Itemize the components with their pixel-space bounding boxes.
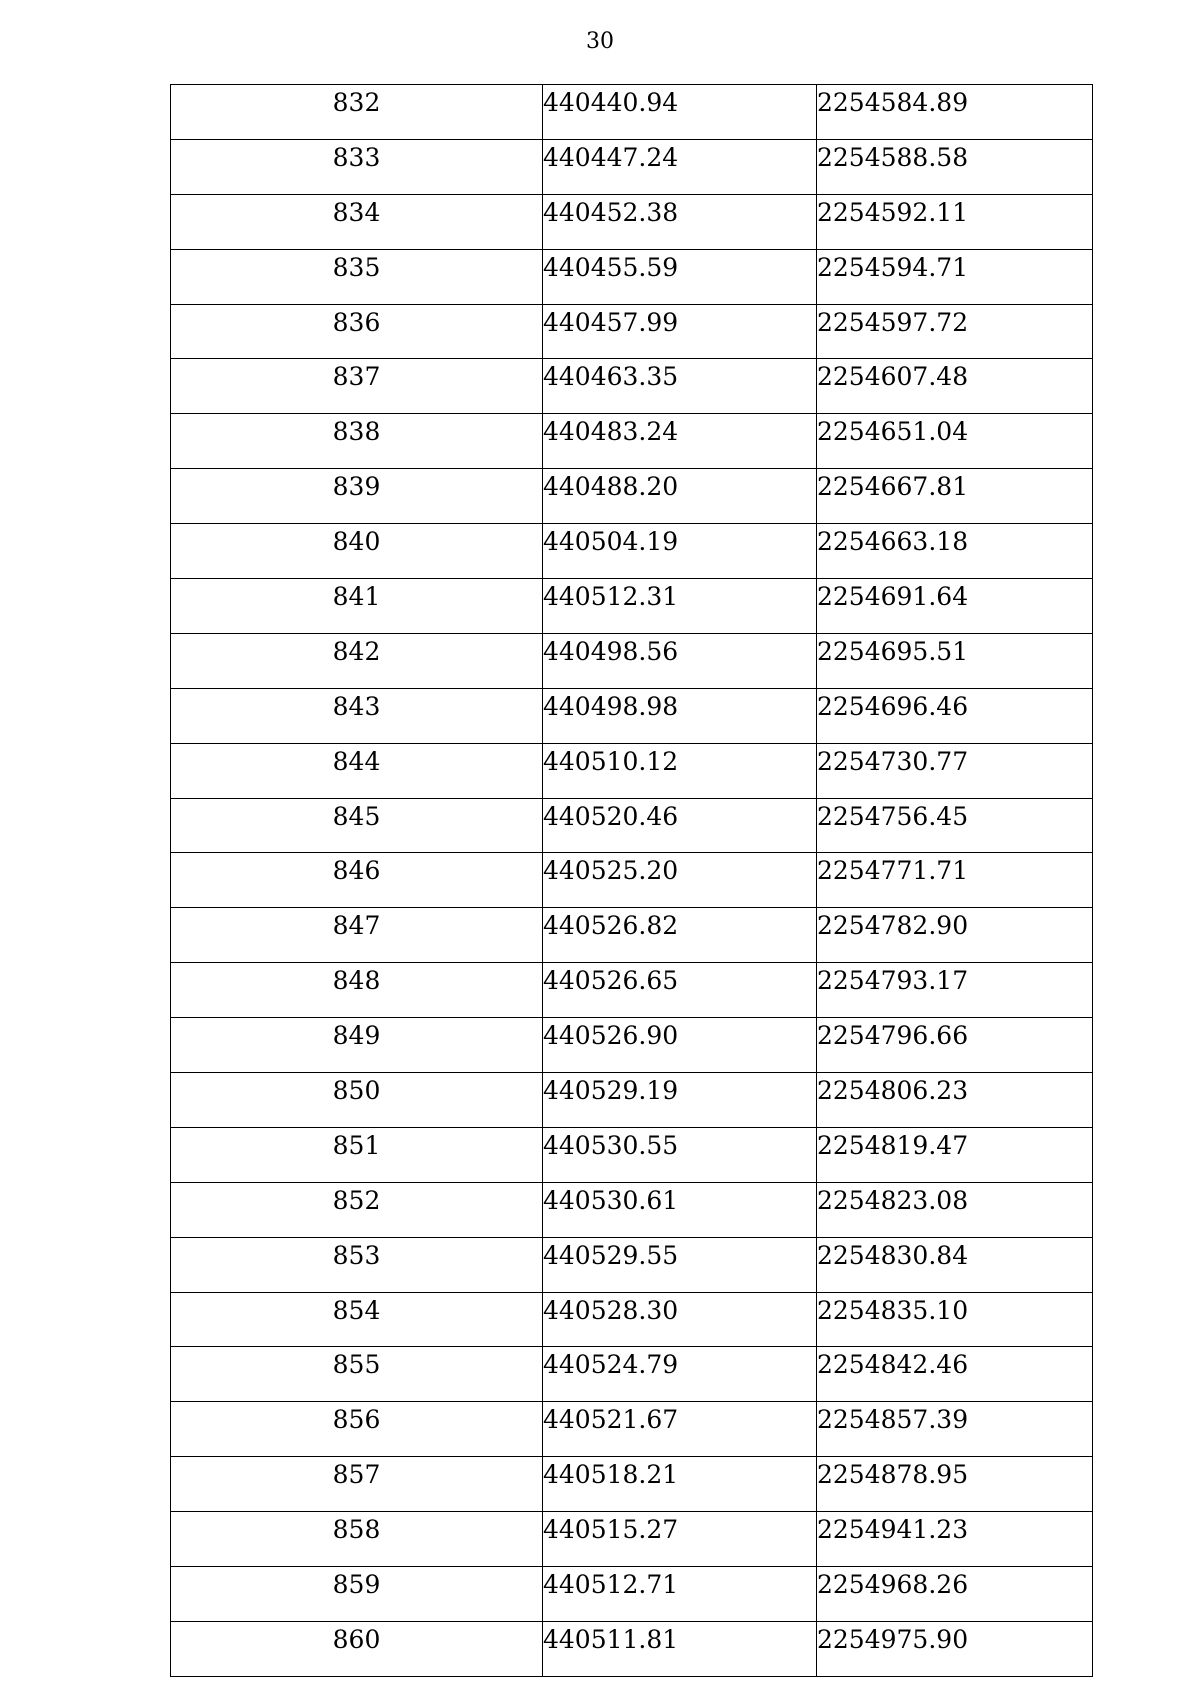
point-number-cell: 834 [171, 194, 543, 249]
table-row [171, 1292, 1093, 1347]
table-row [171, 633, 1093, 688]
point-number-cell: 846 [171, 853, 543, 908]
table-row [171, 469, 1093, 524]
x-coordinate-cell: 440518.21 [543, 1457, 817, 1512]
point-number-cell: 853 [171, 1237, 543, 1292]
x-coordinate-cell: 440440.94 [543, 85, 817, 140]
x-coordinate-cell: 440521.67 [543, 1402, 817, 1457]
y-coordinate-cell: 2254771.71 [817, 853, 1093, 908]
point-number-cell: 847 [171, 908, 543, 963]
table-row [171, 798, 1093, 853]
point-number-cell: 842 [171, 633, 543, 688]
point-number-cell: 852 [171, 1182, 543, 1237]
x-coordinate-cell: 440504.19 [543, 524, 817, 579]
y-coordinate-cell: 2254691.64 [817, 579, 1093, 634]
x-coordinate-cell: 440528.30 [543, 1292, 817, 1347]
x-coordinate-cell: 440526.65 [543, 963, 817, 1018]
point-number-cell: 833 [171, 139, 543, 194]
point-number-cell: 844 [171, 743, 543, 798]
table-row [171, 1237, 1093, 1292]
x-coordinate-cell: 440524.79 [543, 1347, 817, 1402]
table-row [171, 304, 1093, 359]
x-coordinate-cell: 440520.46 [543, 798, 817, 853]
y-coordinate-cell: 2254597.72 [817, 304, 1093, 359]
y-coordinate-cell: 2254878.95 [817, 1457, 1093, 1512]
x-coordinate-cell: 440512.31 [543, 579, 817, 634]
table-row [171, 1347, 1093, 1402]
y-coordinate-cell: 2254796.66 [817, 1018, 1093, 1073]
y-coordinate-cell: 2254835.10 [817, 1292, 1093, 1347]
y-coordinate-cell: 2254756.45 [817, 798, 1093, 853]
y-coordinate-cell: 2254842.46 [817, 1347, 1093, 1402]
coordinates-table-body [171, 85, 1093, 1677]
x-coordinate-cell: 440463.35 [543, 359, 817, 414]
point-number-cell: 841 [171, 579, 543, 634]
y-coordinate-cell: 2254968.26 [817, 1567, 1093, 1622]
point-number-cell: 855 [171, 1347, 543, 1402]
y-coordinate-cell: 2254782.90 [817, 908, 1093, 963]
point-number-cell: 832 [171, 85, 543, 140]
table-row [171, 853, 1093, 908]
point-number-cell: 850 [171, 1073, 543, 1128]
x-coordinate-cell: 440511.81 [543, 1621, 817, 1676]
x-coordinate-cell: 440526.82 [543, 908, 817, 963]
table-row [171, 85, 1093, 140]
table-row [171, 1182, 1093, 1237]
point-number-cell: 843 [171, 688, 543, 743]
x-coordinate-cell: 440529.55 [543, 1237, 817, 1292]
y-coordinate-cell: 2254830.84 [817, 1237, 1093, 1292]
y-coordinate-cell: 2254592.11 [817, 194, 1093, 249]
x-coordinate-cell: 440457.99 [543, 304, 817, 359]
x-coordinate-cell: 440483.24 [543, 414, 817, 469]
x-coordinate-cell: 440455.59 [543, 249, 817, 304]
table-row [171, 414, 1093, 469]
y-coordinate-cell: 2254730.77 [817, 743, 1093, 798]
x-coordinate-cell: 440512.71 [543, 1567, 817, 1622]
point-number-cell: 837 [171, 359, 543, 414]
table-row [171, 1512, 1093, 1567]
x-coordinate-cell: 440515.27 [543, 1512, 817, 1567]
y-coordinate-cell: 2254584.89 [817, 85, 1093, 140]
table-row [171, 524, 1093, 579]
table-row [171, 139, 1093, 194]
table-row [171, 963, 1093, 1018]
y-coordinate-cell: 2254696.46 [817, 688, 1093, 743]
y-coordinate-cell: 2254695.51 [817, 633, 1093, 688]
y-coordinate-cell: 2254594.71 [817, 249, 1093, 304]
table-row [171, 1621, 1093, 1676]
table-row [171, 1018, 1093, 1073]
point-number-cell: 838 [171, 414, 543, 469]
y-coordinate-cell: 2254588.58 [817, 139, 1093, 194]
y-coordinate-cell: 2254667.81 [817, 469, 1093, 524]
point-number-cell: 839 [171, 469, 543, 524]
x-coordinate-cell: 440525.20 [543, 853, 817, 908]
table-row [171, 194, 1093, 249]
page-number: 30 [586, 29, 614, 54]
y-coordinate-cell: 2254975.90 [817, 1621, 1093, 1676]
y-coordinate-cell: 2254823.08 [817, 1182, 1093, 1237]
x-coordinate-cell: 440530.55 [543, 1127, 817, 1182]
y-coordinate-cell: 2254793.17 [817, 963, 1093, 1018]
x-coordinate-cell: 440498.56 [543, 633, 817, 688]
x-coordinate-cell: 440488.20 [543, 469, 817, 524]
table-row [171, 908, 1093, 963]
point-number-cell: 845 [171, 798, 543, 853]
table-row [171, 579, 1093, 634]
table-row [171, 1457, 1093, 1512]
x-coordinate-cell: 440530.61 [543, 1182, 817, 1237]
x-coordinate-cell: 440498.98 [543, 688, 817, 743]
point-number-cell: 859 [171, 1567, 543, 1622]
point-number-cell: 857 [171, 1457, 543, 1512]
y-coordinate-cell: 2254663.18 [817, 524, 1093, 579]
table-row [171, 1127, 1093, 1182]
point-number-cell: 835 [171, 249, 543, 304]
y-coordinate-cell: 2254806.23 [817, 1073, 1093, 1128]
table-row [171, 688, 1093, 743]
point-number-cell: 848 [171, 963, 543, 1018]
table-row [171, 743, 1093, 798]
point-number-cell: 860 [171, 1621, 543, 1676]
table-row [171, 1567, 1093, 1622]
point-number-cell: 854 [171, 1292, 543, 1347]
point-number-cell: 856 [171, 1402, 543, 1457]
x-coordinate-cell: 440510.12 [543, 743, 817, 798]
table-row [171, 359, 1093, 414]
y-coordinate-cell: 2254819.47 [817, 1127, 1093, 1182]
y-coordinate-cell: 2254651.04 [817, 414, 1093, 469]
x-coordinate-cell: 440447.24 [543, 139, 817, 194]
x-coordinate-cell: 440529.19 [543, 1073, 817, 1128]
x-coordinate-cell: 440526.90 [543, 1018, 817, 1073]
y-coordinate-cell: 2254857.39 [817, 1402, 1093, 1457]
x-coordinate-cell: 440452.38 [543, 194, 817, 249]
y-coordinate-cell: 2254607.48 [817, 359, 1093, 414]
table-row [171, 249, 1093, 304]
point-number-cell: 836 [171, 304, 543, 359]
point-number-cell: 851 [171, 1127, 543, 1182]
y-coordinate-cell: 2254941.23 [817, 1512, 1093, 1567]
table-row [171, 1402, 1093, 1457]
coordinates-table [170, 84, 1093, 1677]
point-number-cell: 849 [171, 1018, 543, 1073]
point-number-cell: 858 [171, 1512, 543, 1567]
table-row [171, 1073, 1093, 1128]
point-number-cell: 840 [171, 524, 543, 579]
